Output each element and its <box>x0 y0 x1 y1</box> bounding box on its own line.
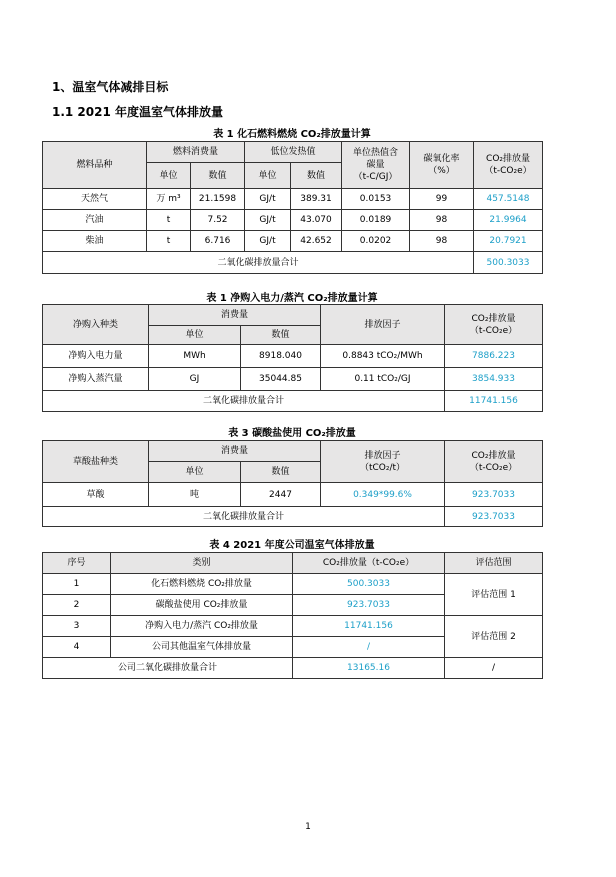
fuel-qty: 7.52 <box>191 210 245 231</box>
total-label: 公司二氧化碳排放量合计 <box>43 658 293 679</box>
t2-emission-label: CO₂排放量 <box>471 313 516 324</box>
t1-header-carbon-content <box>342 142 410 189</box>
ncv-value: 42.652 <box>291 231 342 252</box>
fuel-unit: t <box>147 210 191 231</box>
total-value: 11741.156 <box>445 391 543 412</box>
energy-value: 35044.85 <box>241 368 321 391</box>
emission-value: 923.7033 <box>445 483 543 507</box>
carbon-content: 0.0189 <box>342 210 410 231</box>
oxidation-rate: 98 <box>410 231 474 252</box>
carbonate-unit: 吨 <box>149 483 241 507</box>
table2-purchased-energy <box>42 304 543 412</box>
row-category: 化石燃料燃烧 CO₂排放量 <box>111 574 293 595</box>
t1-carbon-content-unit: （t-C/GJ） <box>353 172 398 182</box>
table-row <box>43 345 543 368</box>
total-value: 13165.16 <box>293 658 445 679</box>
row-category: 公司其他温室气体排放量 <box>111 637 293 658</box>
carbonate-type: 草酸 <box>43 483 149 507</box>
t3-header-consumption: 消费量 <box>149 441 321 462</box>
emission-value: 923.7033 <box>293 595 445 616</box>
t2-header-unit: 单位 <box>149 326 241 345</box>
t1-carbon-content-label: 单位热值含碳量 <box>353 148 399 170</box>
t2-header-type: 净购入种类 <box>43 305 149 345</box>
t1-header-value: 数值 <box>191 163 245 189</box>
fuel-unit: 万 m³ <box>147 189 191 210</box>
emission-value: 20.7921 <box>474 231 543 252</box>
t2-header-consumption: 消费量 <box>149 305 321 326</box>
row-number: 3 <box>43 616 111 637</box>
t3-factor-label: 排放因子 <box>364 450 401 461</box>
t2-header-value: 数值 <box>241 326 321 345</box>
carbon-content: 0.0202 <box>342 231 410 252</box>
t3-factor-unit: （tCO₂/t） <box>359 462 406 473</box>
t3-emission-label: CO₂排放量 <box>471 450 516 461</box>
oxidation-rate: 99 <box>410 189 474 210</box>
table-row <box>43 189 543 210</box>
total-label: 二氧化碳排放量合计 <box>43 252 474 274</box>
table-row <box>43 231 543 252</box>
emission-value: 7886.223 <box>445 345 543 368</box>
table1-caption: 表 1 化石燃料燃烧 CO₂排放量计算 <box>213 129 371 140</box>
emission-value: 3854.933 <box>445 368 543 391</box>
total-label: 二氧化碳排放量合计 <box>43 391 445 412</box>
t1-header-oxidation <box>410 142 474 189</box>
row-category: 净购入电力/蒸汽 CO₂排放量 <box>111 616 293 637</box>
t3-header-type: 草酸盐种类 <box>43 441 149 483</box>
fuel-name: 天然气 <box>43 189 147 210</box>
t1-oxidation-unit: （%） <box>428 166 455 176</box>
ncv-unit: GJ/t <box>245 210 291 231</box>
fuel-unit: t <box>147 231 191 252</box>
t1-emission-unit: （t-CO₂e） <box>484 166 532 176</box>
subsection-heading: 1.1 2021 年度温室气体排放量 <box>52 105 224 119</box>
t3-header-emission <box>445 441 543 483</box>
t2-emission-unit: （t-CO₂e） <box>469 325 518 336</box>
t1-header-unit: 单位 <box>147 163 191 189</box>
total-value: 923.7033 <box>445 507 543 527</box>
ncv-unit: GJ/t <box>245 189 291 210</box>
table4-caption: 表 4 2021 年度公司温室气体排放量 <box>209 540 375 551</box>
table1-fossil-fuel <box>42 141 543 274</box>
oxidation-rate: 98 <box>410 210 474 231</box>
total-label: 二氧化碳排放量合计 <box>43 507 445 527</box>
t4-header-category: 类别 <box>111 553 293 574</box>
emission-value: / <box>293 637 445 658</box>
emission-value: 21.9964 <box>474 210 543 231</box>
t1-header-ncv-value: 数值 <box>291 163 342 189</box>
t3-emission-unit: （t-CO₂e） <box>469 462 518 473</box>
t1-oxidation-label: 碳氧化率 <box>423 154 460 164</box>
fuel-name: 汽油 <box>43 210 147 231</box>
t2-header-factor: 排放因子 <box>321 305 445 345</box>
section-heading: 1、温室气体减排目标 <box>52 80 169 94</box>
emission-factor: 0.11 tCO₂/GJ <box>321 368 445 391</box>
table-total-row <box>43 252 543 274</box>
t4-header-scope: 评估范围 <box>445 553 543 574</box>
emission-factor: 0.8843 tCO₂/MWh <box>321 345 445 368</box>
table-total-row <box>43 658 543 679</box>
row-number: 1 <box>43 574 111 595</box>
t1-header-ncv: 低位发热值 <box>245 142 342 163</box>
total-scope: / <box>445 658 543 679</box>
table-row <box>43 368 543 391</box>
ncv-value: 389.31 <box>291 189 342 210</box>
t3-header-value: 数值 <box>241 462 321 483</box>
fuel-qty: 6.716 <box>191 231 245 252</box>
t4-header-no: 序号 <box>43 553 111 574</box>
table-row <box>43 483 543 507</box>
t4-header-emission: CO₂排放量（t-CO₂e） <box>293 553 445 574</box>
scope-2: 评估范围 2 <box>445 616 543 658</box>
table2-caption: 表 1 净购入电力/蒸汽 CO₂排放量计算 <box>206 293 378 304</box>
table4-company-emissions <box>42 552 543 679</box>
page-number: 1 <box>305 822 311 832</box>
total-value: 500.3033 <box>474 252 543 274</box>
energy-unit: GJ <box>149 368 241 391</box>
row-category: 碳酸盐使用 CO₂排放量 <box>111 595 293 616</box>
energy-unit: MWh <box>149 345 241 368</box>
ncv-value: 43.070 <box>291 210 342 231</box>
table-row <box>43 210 543 231</box>
carbonate-value: 2447 <box>241 483 321 507</box>
fuel-name: 柴油 <box>43 231 147 252</box>
t2-header-emission <box>445 305 543 345</box>
scope-1: 评估范围 1 <box>445 574 543 616</box>
energy-type: 净购入电力量 <box>43 345 149 368</box>
energy-type: 净购入蒸汽量 <box>43 368 149 391</box>
fuel-qty: 21.1598 <box>191 189 245 210</box>
table-total-row <box>43 391 543 412</box>
table-row <box>43 616 543 637</box>
t3-header-unit: 单位 <box>149 462 241 483</box>
table-row <box>43 574 543 595</box>
t3-header-factor <box>321 441 445 483</box>
ncv-unit: GJ/t <box>245 231 291 252</box>
t1-emission-label: CO₂排放量 <box>486 154 531 164</box>
row-number: 4 <box>43 637 111 658</box>
table3-carbonate <box>42 440 543 527</box>
row-number: 2 <box>43 595 111 616</box>
emission-value: 11741.156 <box>293 616 445 637</box>
t1-header-ncv-unit: 单位 <box>245 163 291 189</box>
carbon-content: 0.0153 <box>342 189 410 210</box>
emission-value: 457.5148 <box>474 189 543 210</box>
emission-value: 500.3033 <box>293 574 445 595</box>
energy-value: 8918.040 <box>241 345 321 368</box>
table-total-row <box>43 507 543 527</box>
t1-header-consumption: 燃料消费量 <box>147 142 245 163</box>
t1-header-emission <box>474 142 543 189</box>
table3-caption: 表 3 碳酸盐使用 CO₂排放量 <box>228 428 356 439</box>
emission-factor: 0.349*99.6% <box>321 483 445 507</box>
t1-header-fuel: 燃料品种 <box>43 142 147 189</box>
